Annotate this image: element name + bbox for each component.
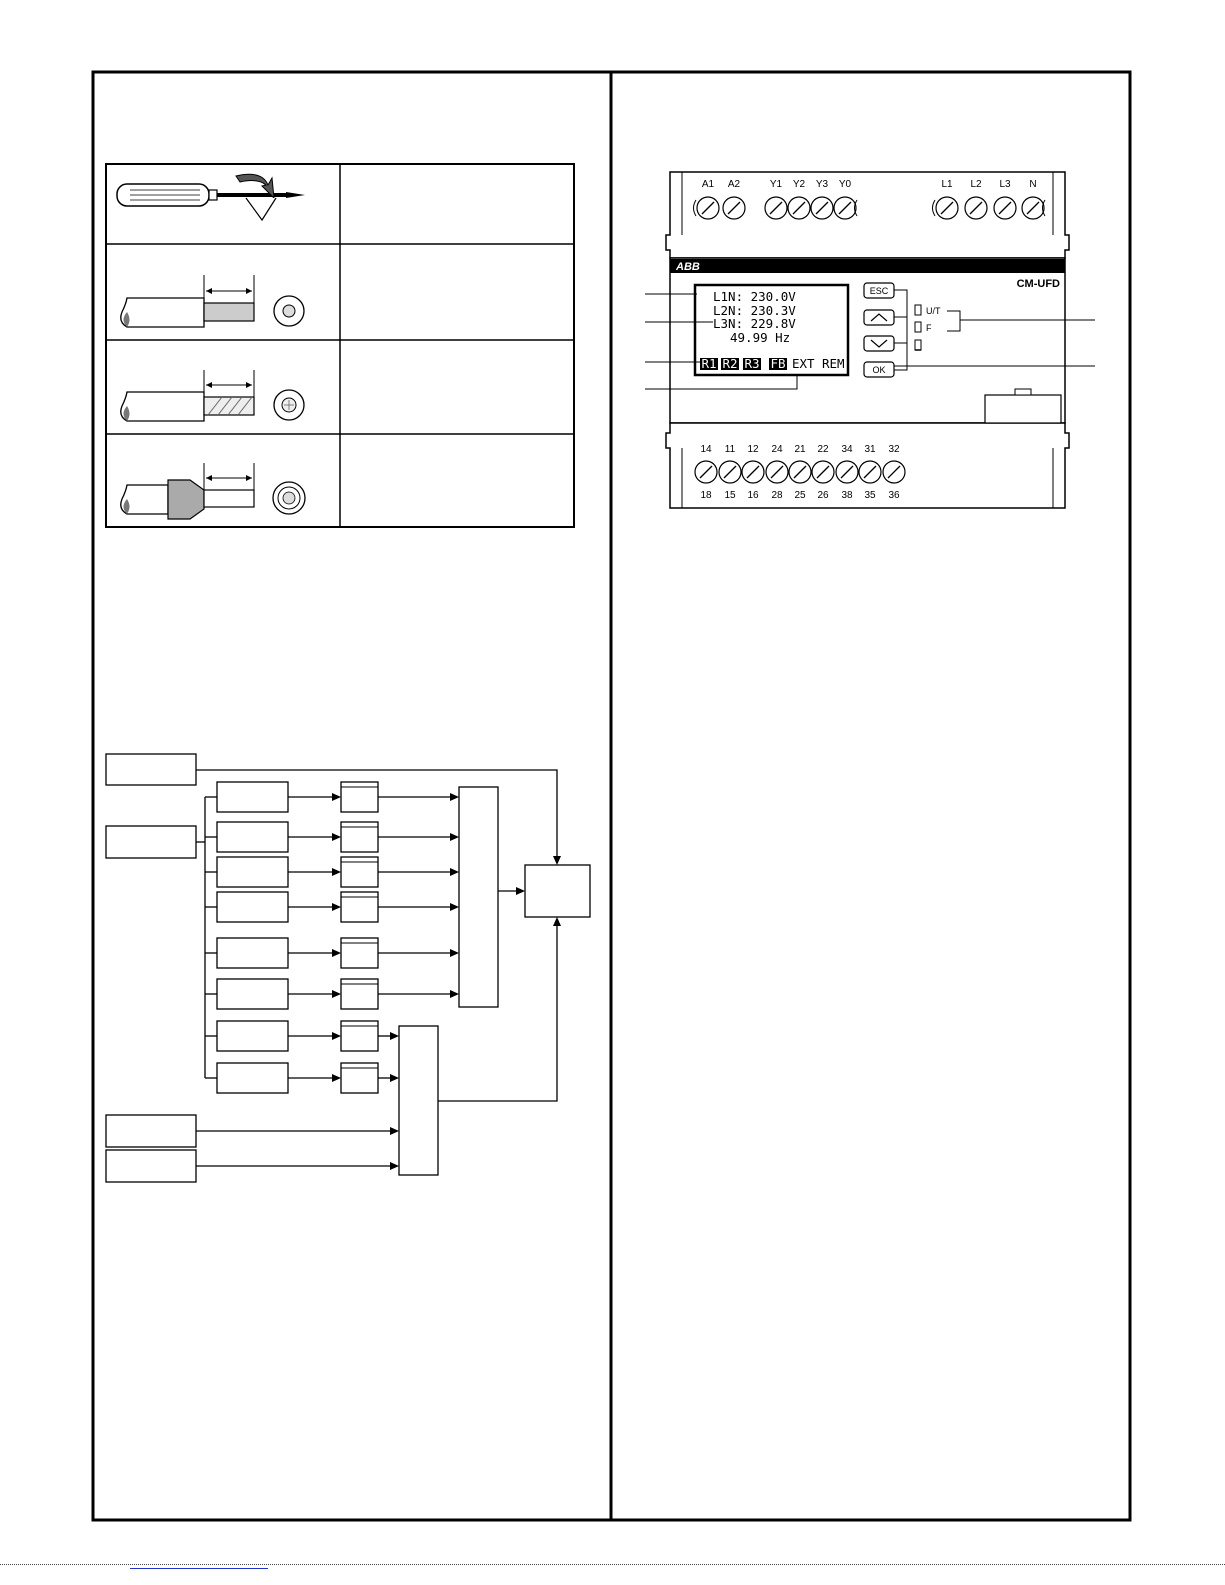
- terminal-label-lower: 38: [841, 490, 853, 501]
- function-block: [217, 892, 288, 922]
- terminal-label-top: A1: [701, 179, 715, 190]
- terminal-label-lower: 36: [888, 490, 900, 501]
- arrow-head: [450, 949, 459, 957]
- svg-text:U/T: U/T: [926, 306, 941, 316]
- input-block-main: [106, 826, 196, 858]
- lcd-line-1: L1N: 230.0V: [713, 289, 796, 304]
- terminal-label-top: N: [1029, 179, 1037, 190]
- terminal-label-lower: 35: [864, 490, 876, 501]
- footer-link-underline[interactable]: [130, 1568, 268, 1569]
- input-block-lower-2: [106, 1150, 196, 1182]
- terminal-label-lower: 28: [771, 490, 783, 501]
- arrow-head: [332, 990, 341, 998]
- arrow-head: [390, 1074, 399, 1082]
- terminal-label-top: Y2: [792, 179, 806, 190]
- brand-logo: ABB: [676, 261, 700, 273]
- lcd-line-2: L2N: 230.3V: [713, 303, 796, 318]
- up-key[interactable]: [864, 310, 894, 325]
- lcd-status-inverted: FB: [770, 356, 786, 371]
- function-block: [217, 938, 288, 968]
- device-front-view: [645, 172, 1095, 508]
- lcd-status-row: [700, 356, 845, 371]
- lcd-status-plain: EXT: [792, 356, 815, 371]
- svg-text:F: F: [926, 323, 932, 333]
- terminal-label-upper: 31: [864, 444, 876, 455]
- input-block-top: [106, 754, 196, 785]
- function-block-diagram: [106, 754, 590, 1182]
- terminal-label-upper: 22: [817, 444, 829, 455]
- lcd-status-inverted: R1: [701, 356, 717, 371]
- terminal-label-top: Y1: [769, 179, 783, 190]
- terminal-label-upper: 21: [794, 444, 806, 455]
- lcd-line-4: 49.99 Hz: [730, 330, 791, 345]
- terminal-label-lower: 26: [817, 490, 829, 501]
- led-ut: [915, 305, 921, 315]
- terminal-label-lower: 16: [747, 490, 759, 501]
- terminal-label-top: L2: [970, 179, 982, 190]
- terminal-label-lower: 25: [794, 490, 806, 501]
- arrow-head: [450, 793, 459, 801]
- solid-wire-icon: [121, 275, 304, 327]
- stranded-wire-icon: [121, 370, 304, 421]
- interface-connector: [985, 395, 1061, 423]
- function-rows: [205, 782, 459, 1093]
- function-block: [217, 857, 288, 887]
- terminal-label-lower: 15: [724, 490, 736, 501]
- function-block: [217, 1021, 288, 1051]
- page-bottom-rule: [0, 1564, 1225, 1565]
- arrow-head: [332, 793, 341, 801]
- function-block: [217, 782, 288, 812]
- arrow-head: [332, 903, 341, 911]
- arrow-head: [450, 833, 459, 841]
- svg-text:ESC: ESC: [869, 286, 889, 296]
- model-label: CM-UFD: [1016, 278, 1060, 290]
- terminal-label-top: L1: [941, 179, 953, 190]
- ferrule-wire-icon: [121, 463, 305, 519]
- stripping-table: [106, 164, 574, 527]
- arrow-head: [332, 1074, 341, 1082]
- lcd-status-plain: REM: [822, 356, 845, 371]
- arrow-head: [332, 1032, 341, 1040]
- arrow-head: [450, 868, 459, 876]
- arrow-head: [390, 1032, 399, 1040]
- led-f: [915, 322, 921, 332]
- terminal-label-upper: 32: [888, 444, 900, 455]
- lcd-status-inverted: R2: [722, 356, 738, 371]
- arrow-head: [450, 903, 459, 911]
- terminal-label-upper: 11: [724, 444, 736, 455]
- terminal-label-upper: 12: [747, 444, 759, 455]
- terminal-label-lower: 18: [700, 490, 712, 501]
- logic-block-b: [399, 1026, 438, 1175]
- terminal-label-upper: 34: [841, 444, 853, 455]
- function-block: [217, 979, 288, 1009]
- function-block: [217, 1063, 288, 1093]
- terminal-label-top: Y0: [838, 179, 852, 190]
- brand-band: [670, 259, 1065, 273]
- lcd-status-inverted: R3: [744, 356, 760, 371]
- terminal-label-upper: 24: [771, 444, 783, 455]
- function-block: [217, 822, 288, 852]
- terminal-label-top: L3: [999, 179, 1011, 190]
- bottom-terminal-strip: [695, 444, 905, 501]
- arrow-head: [450, 990, 459, 998]
- led-3: [915, 340, 921, 350]
- lcd-line-3: L3N: 229.8V: [713, 316, 796, 331]
- screwdriver-icon: [117, 174, 305, 220]
- input-block-lower-1: [106, 1115, 196, 1147]
- down-key[interactable]: [864, 336, 894, 351]
- arrow-head: [332, 833, 341, 841]
- output-block: [525, 865, 590, 917]
- arrow-head: [332, 868, 341, 876]
- terminal-label-upper: 14: [700, 444, 712, 455]
- terminal-label-top: A2: [727, 179, 741, 190]
- arrow-head: [332, 949, 341, 957]
- logic-block-a: [459, 787, 498, 1007]
- svg-text:OK: OK: [872, 365, 886, 375]
- terminal-label-top: Y3: [815, 179, 829, 190]
